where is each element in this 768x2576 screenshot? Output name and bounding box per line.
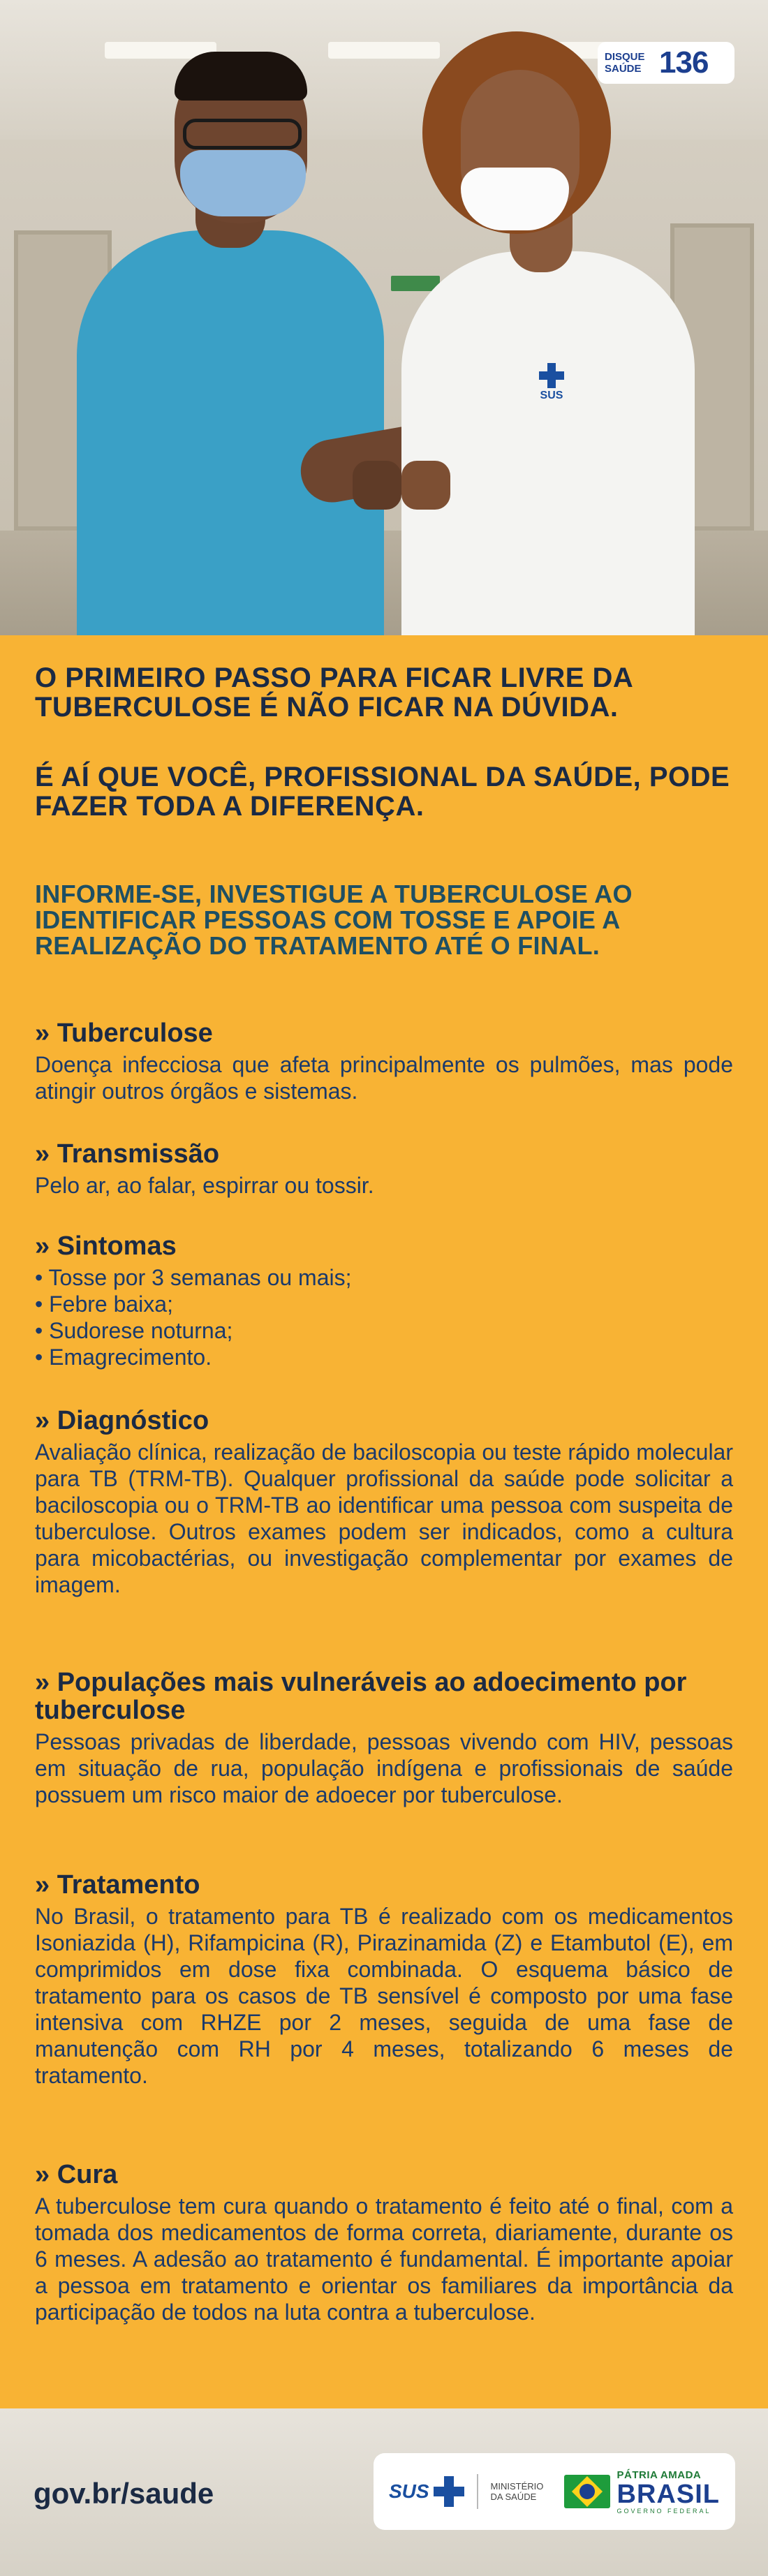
disque-saude-badge <box>598 42 734 84</box>
section-body: Pessoas privadas de liberdade, pessoas vivendo com HIV, pessoas em situação de rua, população indígena e profissionais de saúde possuem um risco maior de adoecer por tuberculose. <box>35 1729 733 1807</box>
section-transmissao <box>35 1140 733 1199</box>
man-hair <box>175 52 307 101</box>
brasil-text: BRASIL <box>616 2479 720 2509</box>
disque-saude-number: 136 <box>659 45 709 80</box>
ministerio-da-saude-label: MINISTÉRIO DA SAÚDE <box>490 2481 544 2502</box>
section-sintomas <box>35 1232 733 1370</box>
footer <box>0 2408 768 2576</box>
disque-saude-label: DISQUE SAÚDE <box>605 51 645 75</box>
list-item: • Emagrecimento. <box>35 1344 733 1370</box>
section-body: Avaliação clínica, realização de baciloscopia ou teste rápido molecular para TB (TRM-TB). Qualquer profissional da saúde pode solicitar a baciloscopia ou o TRM-TB ao identificar uma pessoa com suspeita de tuberculose. Outros exames podem ser indicados, como a cultura para micobactérias, ou investigação complementar por exames de imagem. <box>35 1439 733 1597</box>
list-item: • Sudorese noturna; <box>35 1317 733 1344</box>
sus-cross-icon <box>434 2476 464 2507</box>
section-cura <box>35 2161 733 2325</box>
glasses <box>183 119 302 149</box>
section-title: » Sintomas <box>35 1231 177 1261</box>
white-face-mask <box>461 168 569 230</box>
section-diagnostico <box>35 1407 733 1598</box>
sus-logo-text: SUS <box>389 2480 429 2502</box>
brazil-flag-icon <box>564 2475 610 2508</box>
gov-br-saude-link[interactable]: gov.br/saude <box>34 2477 214 2510</box>
blue-face-mask <box>180 150 306 216</box>
logo-strip <box>374 2453 735 2530</box>
headline-secondary: É AÍ QUE VOCÊ, PROFISSIONAL DA SAÚDE, PODE FAZER TODA A DIFERENÇA. <box>35 762 730 822</box>
list-item: • Febre baixa; <box>35 1291 733 1317</box>
sus-coat-badge <box>531 363 573 412</box>
governo-federal-text: GOVERNO FEDERAL <box>616 2507 711 2515</box>
subheadline: INFORME-SE, INVESTIGUE A TUBERCULOSE AO IDENTIFICAR PESSOAS COM TOSSE E APOIE A REALIZAÇÃO DO TRATAMENTO ATÉ O FINAL. <box>35 880 633 960</box>
section-tratamento <box>35 1871 733 2089</box>
hero-photo <box>0 0 768 635</box>
section-title: » Cura <box>35 2160 118 2189</box>
governo-federal-logo <box>564 2469 720 2515</box>
sus-badge-text: SUS <box>540 390 563 401</box>
patria-amada-text: PÁTRIA AMADA <box>616 2468 702 2481</box>
symptom-list <box>35 1264 733 1370</box>
section-body: No Brasil, o tratamento para TB é realizado com os medicamentos Isoniazida (H), Rifampicina (R), Pirazinamida (Z) e Etambutol (E), em comprimidos em dose fixa combinada. O esquema básico de tratamento para os casos de TB sensível é composto por uma fase intensiva com RHZE por 2 meses, seguida de uma fase de manutenção com RH por 4 meses, totalizando 6 meses de tratamento. <box>35 1904 733 2088</box>
section-tuberculose <box>35 1019 733 1104</box>
fist-bump-right <box>401 461 450 510</box>
section-body: Doença infecciosa que afeta principalmente os pulmões, mas pode atingir outros órgãos e sistemas. <box>35 1052 733 1104</box>
section-body: Pelo ar, ao falar, espirrar ou tossir. <box>35 1173 374 1198</box>
section-title: » Tratamento <box>35 1870 200 1900</box>
fist-bump-left <box>353 461 401 510</box>
section-title: » Populações mais vulneráveis ao adoecimento por tuberculose <box>35 1668 687 1725</box>
section-body: A tuberculose tem cura quando o tratamento é feito até o final, com a tomada dos medicamentos de forma correta, diariamente, durante os 6 meses. A adesão ao tratamento é fundamental. É importante apoiar a pessoa em tratamento e orientar os familiares da importância da participação de todos na luta contra a tuberculose. <box>35 2193 733 2325</box>
section-title: » Diagnóstico <box>35 1406 209 1435</box>
section-populacoes <box>35 1668 733 1808</box>
divider <box>477 2474 478 2509</box>
section-title: » Transmissão <box>35 1139 220 1169</box>
man-shirt <box>77 230 384 635</box>
headline-primary: O PRIMEIRO PASSO PARA FICAR LIVRE DA TUBERCULOSE É NÃO FICAR NA DÚVIDA. <box>35 662 633 723</box>
sus-cross-icon <box>539 363 564 388</box>
section-title: » Tuberculose <box>35 1019 213 1048</box>
ceiling-light <box>328 42 440 59</box>
sus-logo <box>389 2476 464 2507</box>
list-item: • Tosse por 3 semanas ou mais; <box>35 1264 733 1291</box>
